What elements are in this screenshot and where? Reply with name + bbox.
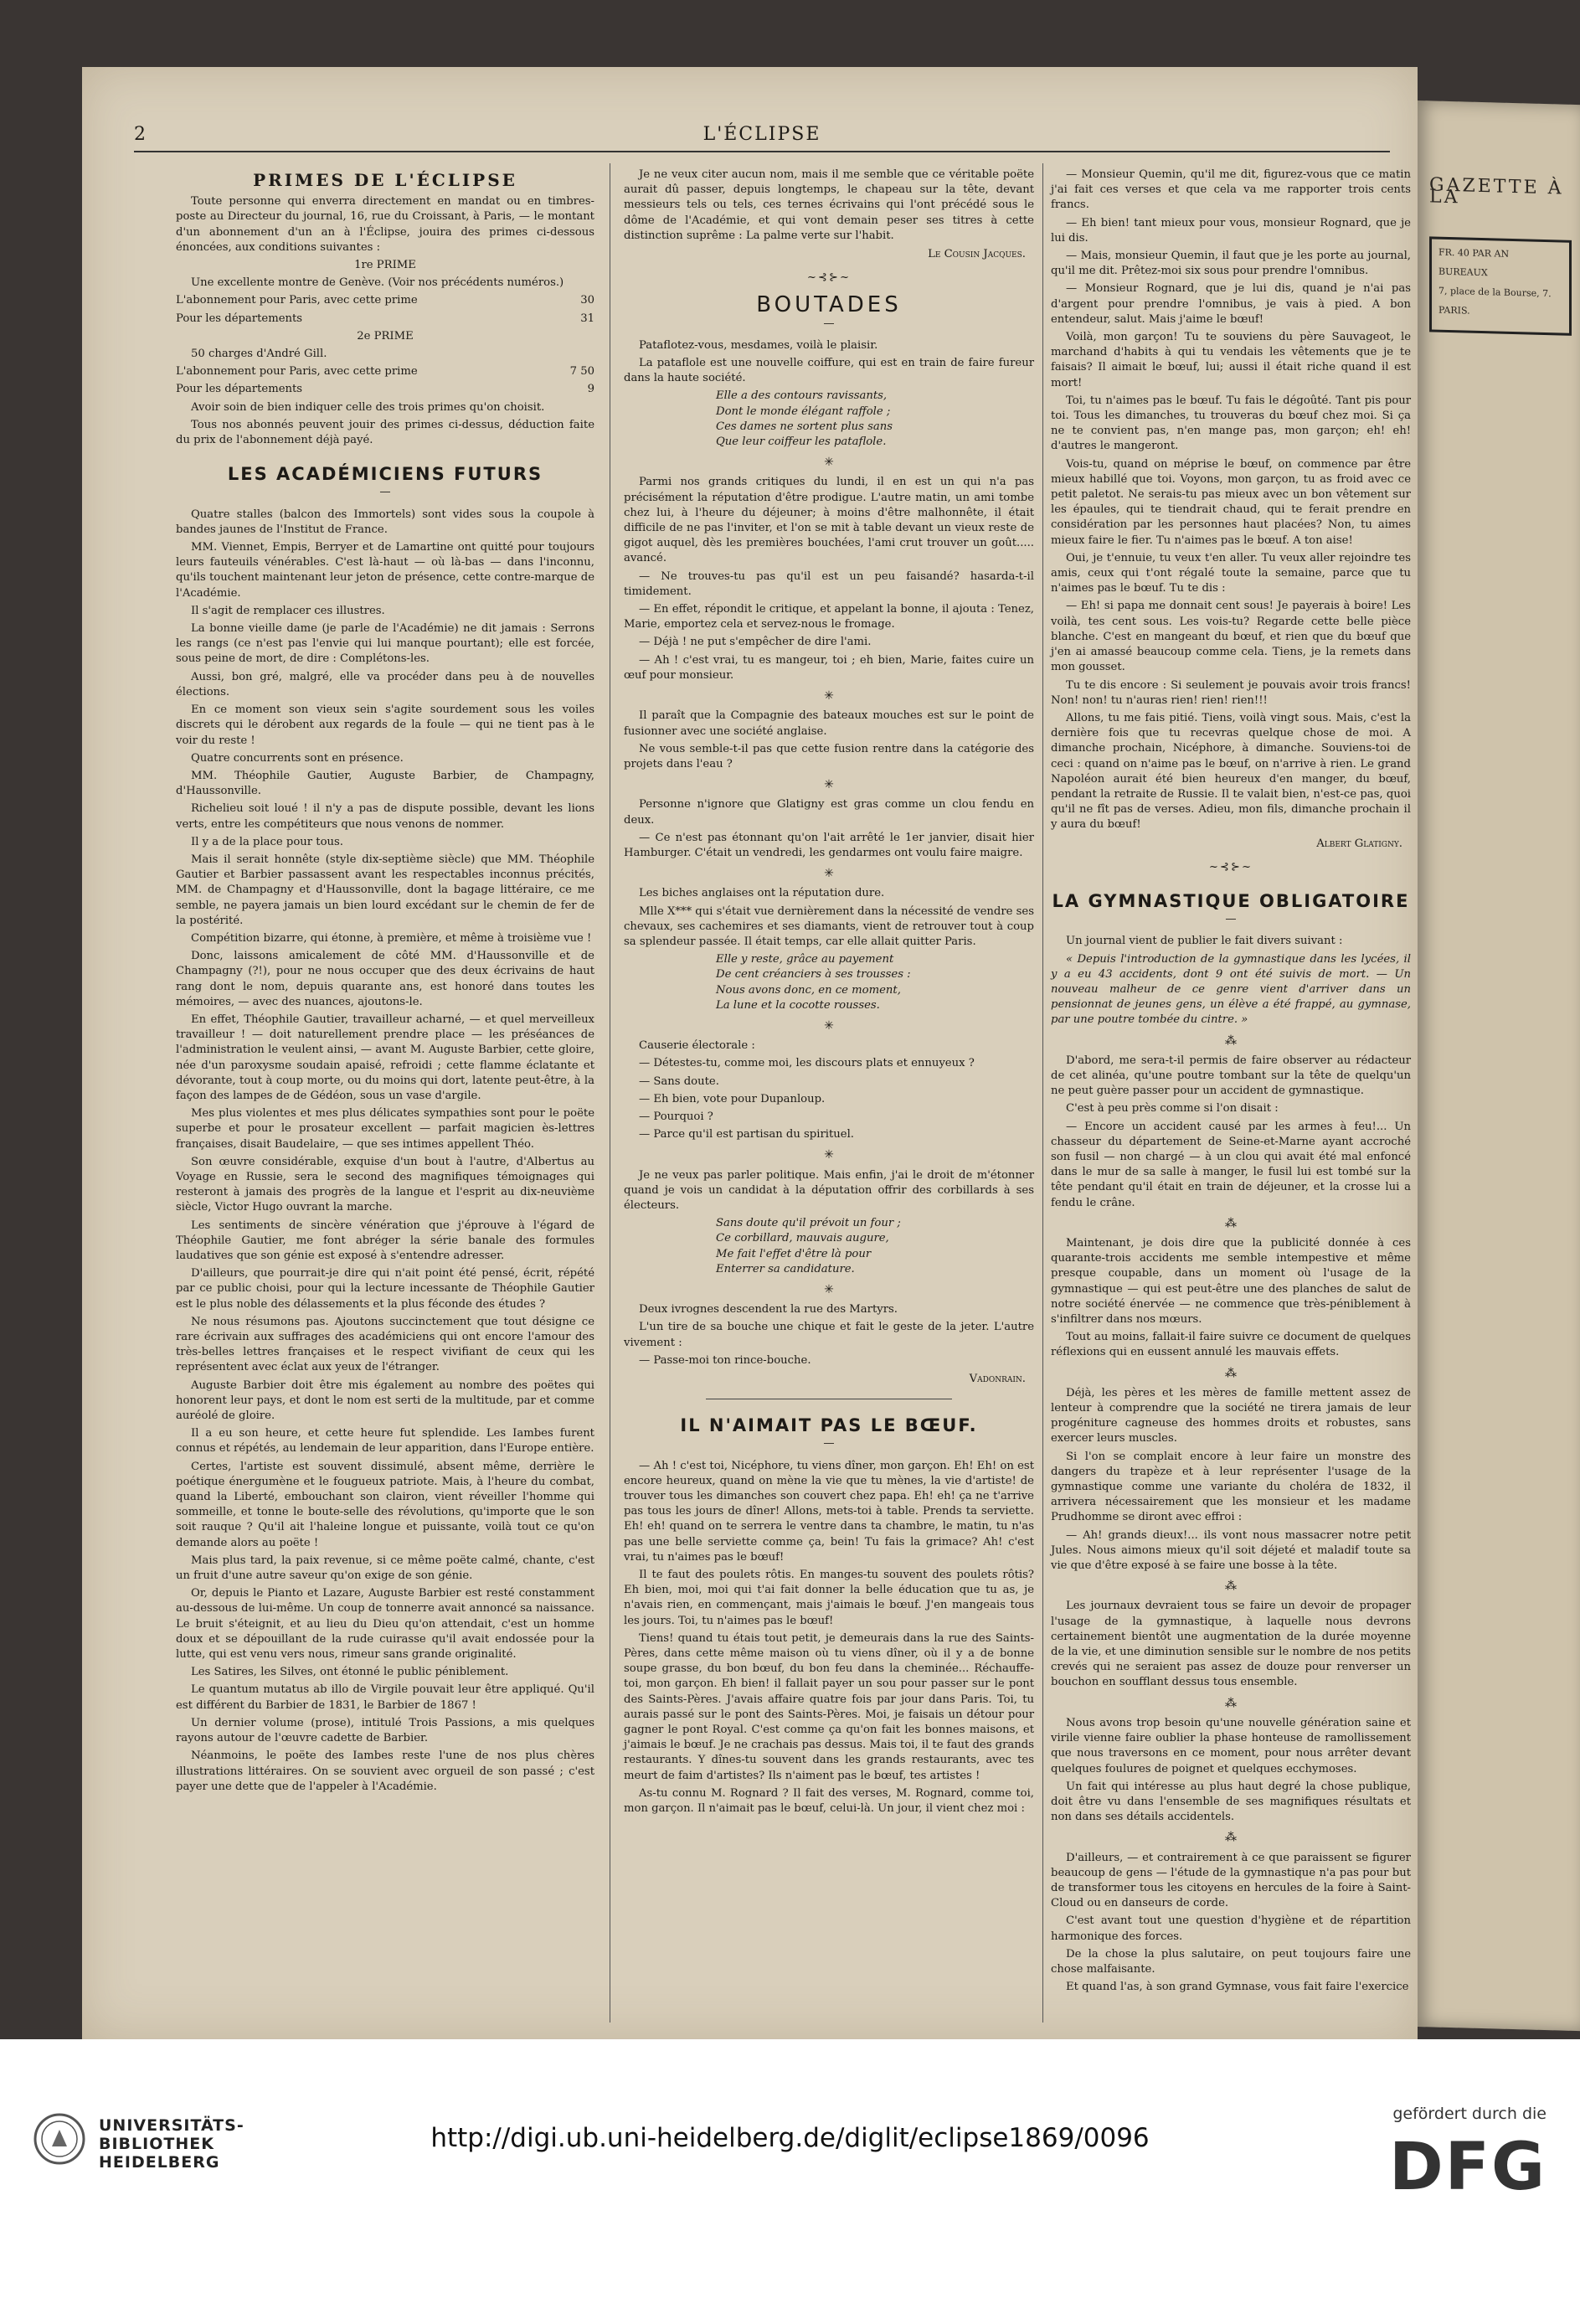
prime1-paris-line — [176, 293, 594, 308]
prime1-paris-label: L'abonnement pour Paris, avec cette prime — [176, 294, 418, 307]
heading-dash: — — [1225, 913, 1237, 926]
signature: Vadonrain. — [969, 1373, 1026, 1386]
paragraph: Ne nous résumons pas. Ajoutons succinctement que tout désigne ce rare écrivain aux suffrages des académiciens qui ont encore l'amour des très-belles lettres françaises et le respect vivifiant de ceux qui les représentent avec éclat aux yeux de l'étranger. — [176, 1315, 594, 1374]
paragraph: Les Satires, les Silves, ont étonné le public péniblement. — [191, 1666, 509, 1679]
paragraph: — Pourquoi ? — [639, 1110, 713, 1123]
paragraph: Ne vous semble-t-il pas que cette fusion rentre dans la catégorie des projets dans l'eau ? — [624, 742, 1034, 770]
paragraph: As-tu connu M. Rognard ? Il fait des verses, M. Rognard, comme toi, mon garçon. Il n'aimait pas le bœuf, celui-là. Un jour, il vient chez moi : — [624, 1786, 1034, 1816]
paragraph: Je ne veux citer aucun nom, mais il me semble que ce véritable poëte aurait dû passer, depuis longtemps, le chapeau sur la tête, devant messieurs tels ou tels, ces ternes écrivains qui l'ont précédé sous le dôme de l'Académie, et qui vont demain peser ses titres à cette distinction suprême : La palme verte sur l'habit. — [624, 168, 1034, 242]
paragraph: — Monsieur Rognard, que je lui dis, quand je n'ai pas d'argent pour prendre l'omnibus, je vais à pied. A bon entendeur, salut. Mais j'aime le bœuf! — [1051, 282, 1411, 326]
boeuf-heading: IL N'AIMAIT PAS LE BŒUF. — [680, 1415, 978, 1436]
uni-name-line: HEIDELBERG — [99, 2153, 220, 2172]
paragraph: MM. Théophile Gautier, Auguste Barbier, de Champagny, d'Haussonville. — [176, 769, 594, 798]
gazette-heading: GAZETTE À LA — [1429, 174, 1564, 209]
prime1-item: Une excellente montre de Genève. (Voir nos précédents numéros.) — [191, 276, 564, 290]
uni-name-line: UNIVERSITÄTS- — [99, 2116, 244, 2135]
paragraph: Je ne veux pas parler politique. Mais enfin, j'ai le droit de m'étonner quand je vois un candidat à la députation offrir des corbillards à ses électeurs. — [624, 1168, 1034, 1212]
academiciens-heading: LES ACADÉMICIENS FUTURS — [227, 464, 543, 485]
primes-heading: PRIMES DE L'ÉCLIPSE — [253, 170, 517, 190]
paragraph: — Détestes-tu, comme moi, les discours plats et ennuyeux ? — [639, 1057, 975, 1070]
box-office: BUREAUX — [1438, 265, 1488, 279]
paragraph: Quatre concurrents sont en présence. — [191, 751, 404, 765]
asterisk-divider: ✳ — [824, 1018, 834, 1033]
primes-intro: Toute personne qui enverra directement en mandat ou en timbres-poste au Directeur du journal, 16, rue du Croissant, à Paris, — le montant d'un abonnement d'un an à l'Éclipse, jouira des primes ci-dessous énoncées, aux conditions suivantes : — [176, 195, 594, 254]
paragraph: Les journaux devraient tous se faire un devoir de propager l'usage de la gymnastique, à laquelle nous devrons certainement bientôt une augmentation de la durée moyenne de la vie, et une diminution sensible sur le nombre de nos petits crevés qui ne seraient pas assez de douze pour renverser un bouchon en soufflant dessus tous ensemble. — [1051, 1600, 1411, 1689]
asterisk-divider: ✳ — [824, 778, 834, 792]
asterisk-divider: ⁂ — [1225, 1366, 1237, 1380]
ornament-divider: ~⊰⊱~ — [1208, 860, 1253, 873]
paragraph: — Mais, monsieur Quemin, il faut que je les porte au journal, qu'il me dit. Prêtez-moi six sous pour prendre l'omnibus. — [1051, 250, 1411, 278]
adjacent-page-text — [1429, 167, 1572, 335]
paragraph: Certes, l'artiste est souvent dissimulé, absent même, derrière le poétique énergumène et le fougueux patriote. Mais, à l'heure du combat, quand la Liberté, embouchant son clairon, vient réveiller l'homme qui sommeille, et tonne le boute-selle des révolutions, qu'importe que le son soit rauque ? Qu'il ait l'haleine longue et puissante, voilà tout ce qu'on demande alors au poëte ! — [176, 1460, 594, 1549]
page-number: 2 — [134, 124, 146, 145]
paragraph: Mais il serait honnête (style dix-septième siècle) que MM. Théophile Gautier et Barbier passassent avant les respectables inconnus précités, MM. de Champagny et d'Haussonville, dont la bagage littéraire, ce me semble, ne payera jamais un bien lourd excédant sur le chemin de fer de la postérité. — [176, 853, 594, 927]
asterisk-divider: ✳ — [824, 1283, 834, 1296]
signature: Albert Glatigny. — [1316, 837, 1402, 850]
column-rule — [1042, 163, 1043, 2023]
paragraph: — Passe-moi ton rince-bouche. — [639, 1353, 811, 1367]
paragraph: Il s'agit de remplacer ces illustres. — [191, 604, 385, 617]
paragraph: En ce moment son vieux sein s'agite sourdement sous les voiles discrets qui le dérobent aux regards de la foule — qui ne tient pas à le voir du reste ! — [176, 703, 594, 747]
paragraph: Compétition bizarre, qui étonne, à première, et même à troisième vue ! — [191, 931, 592, 945]
page-header — [134, 117, 1390, 152]
verse-line: Me fait l'effet d'être là pour — [716, 1247, 872, 1260]
verse-line: Ce corbillard, mauvais augure, — [716, 1232, 889, 1245]
gymnastique-heading: LA GYMNASTIQUE OBLIGATOIRE — [1052, 890, 1410, 911]
prime1-dep-label: Pour les départements — [176, 312, 303, 325]
paragraph: Maintenant, je dois dire que la publicité donnée à ces quarante-trois accidents me semble intempestive et même presque coupable, dans un moment où l'usage de la gymnastique — qui est peut-être une des planches de salut de notre société énervée — ne commence que très-péniblement à s'infiltrer dans nos mœurs. — [1051, 1237, 1411, 1327]
paragraph: De la chose la plus salutaire, on peut toujours faire une chose malfaisante. — [1051, 1947, 1411, 1976]
ornament-divider: ~⊰⊱~ — [806, 271, 852, 285]
verse-line: Elle a des contours ravissants, — [716, 389, 888, 403]
prime1-paris-price: 30 — [580, 294, 594, 307]
heading-dash: — — [823, 1437, 835, 1451]
paragraph: C'est à peu près comme si l'on disait : — [1066, 1102, 1279, 1116]
paragraph: Donc, laissons amicalement de côté MM. d'Haussonville et de Champagny (?!), pour ne nous occuper que des deux écrivains de haut rang dont le nom, depuis quarante ans, est honoré dans toutes les mémoires, — avec des nuances, ajoutons-le. — [176, 950, 594, 1008]
paragraph: — Sans doute. — [639, 1074, 719, 1088]
paragraph: Tout au moins, fallait-il faire suivre ce document de quelques réflexions qui en eussent annulé les mauvais effets. — [1051, 1331, 1411, 1359]
source-url-link[interactable]: http://digi.ub.uni-heidelberg.de/diglit/eclipse1869/0096 — [430, 2123, 1150, 2153]
primes-choice: Avoir soin de bien indiquer celle des trois primes qu'on choisit. — [191, 400, 545, 414]
paragraph: Nous avons trop besoin qu'une nouvelle génération saine et virile vienne faire oublier la phase honteuse de ramollissement que nous traversons en ce moment, pour nous arrêter devant quelques foulures de poignet et quelques ecchymoses. — [1051, 1716, 1411, 1775]
box-city: PARIS. — [1438, 304, 1470, 317]
asterisk-divider: ⁂ — [1225, 1831, 1237, 1845]
paragraph: Tiens! quand tu étais tout petit, je demeurais dans la rue des Saints-Pères, dans cette même maison où tu viens dîner, où il y a de bonne soupe grasse, du bon bœuf, du bon feu dans la cheminée... Réchauffe-toi, mon garçon. Eh bien! il fallait payer un sou pour passer sur le pont des Saints-Pères. J'avais affaire quatre fois par jour dans Paris. Toi, tu aurais passé sur le pont des Saints-Pères. Moi, je faisais un détour pour gagner le pont Royal. C'est comme ça qu'on fait les bonnes maisons, et j'aimais le bœuf. Je ne crachais pas dessus. Mais toi, il te faut des grands restaurants. Y dînes-tu souvent dans les grands restaurants, avec tes meurt de faim d'artistes? Ils n'aiment pas le bœuf, tes artistes ! — [624, 1631, 1034, 1782]
digitization-footer — [0, 2039, 1580, 2324]
paragraph: Pataflotez-vous, mesdames, voilà le plaisir. — [639, 338, 878, 352]
uni-name-line: BIBLIOTHEK — [99, 2135, 214, 2153]
quote-paragraph: « Depuis l'introduction de la gymnastique dans les lycées, il y a eu 43 accidents, dont 9 ont été suivis de mort. — Un nouveau malheur de ce genre vient d'arriver dans un pensionnat de jeunes gens, un élève a été frappé, au gymnase, par une poutre tombée du cintre. » — [1051, 952, 1411, 1027]
heading-dash: — — [379, 486, 391, 499]
asterisk-divider: ⁂ — [1225, 1696, 1237, 1710]
prime2-paris-price: 7 50 — [569, 365, 594, 379]
paragraph: Et quand l'as, à son grand Gymnase, vous fait faire l'exercice — [1066, 1981, 1409, 1994]
paragraph: Il y a de la place pour tous. — [191, 835, 343, 848]
verse-line: Ces dames ne sortent plus sans — [716, 420, 893, 433]
paragraph: Il te faut des poulets rôtis. En manges-tu souvent des poulets rôtis? Eh bien, moi, moi qui t'ai fait donner la belle éducation que tu as, je n'avais rien, en commençant, mais j'aimais le bœuf. J'en mangeais tous les jours. Toi, tu n'aimes pas le bœuf! — [624, 1569, 1034, 1627]
paragraph: Néanmoins, le poëte des Iambes reste l'une de nos plus chères illustrations littéraires. On se souvient avec orgueil de son passé ; c'est payer une dette que de l'appeler à l'Académie. — [176, 1749, 594, 1793]
paragraph: Les sentiments de sincère vénération que j'éprouve à l'égard de Théophile Gautier, me font abréger la série banale des formules laudatives que son génie est exposé à s'entendre adresser. — [176, 1219, 594, 1262]
paragraph: — Monsieur Quemin, qu'il me dit, figurez-vous que ce matin j'ai fait ces verses et que cela va me rapporter trois cents francs. — [1051, 168, 1411, 212]
prime2-item: 50 charges d'André Gill. — [191, 348, 327, 361]
boutades-heading: BOUTADES — [756, 292, 902, 318]
paragraph: Parmi nos grands critiques du lundi, il en est un qui n'a pas précisément la réputation d'être prodigue. L'autre matin, un ami tombe chez lui, à l'heure du déjeuner; à moins d'être malhonnête, il était difficile de ne pas l'inviter, et l'on se mit à table devant un vieux reste de gigot auquel, dès les premières bouchées, l'ami crut trouver un goût..... avancé. — [624, 476, 1034, 565]
paragraph: — Ah! grands dieux!... ils vont nous massacrer notre petit Jules. Nous aimons mieux qu'il soit déjeté et maladif toute sa vie que d'être exposé à se faire une bosse à la tête. — [1051, 1528, 1411, 1573]
box-price: FR. 40 PAR AN — [1438, 246, 1510, 260]
paragraph: La bonne vieille dame (je parle de l'Académie) ne dit jamais : Serrons les rangs (ce n'est pas l'envie qui lui manque pourtant); elle est forcée, sous peine de mort, de dire : Complétons-les. — [176, 622, 594, 666]
paragraph: Le quantum mutatus ab illo de Virgile pouvait leur être appliqué. Qu'il est différent du Barbier de 1831, le Barbier de 1867 ! — [176, 1683, 594, 1712]
paragraph: C'est avant tout une question d'hygiène et de répartition harmonique des forces. — [1051, 1914, 1411, 1943]
paragraph: — Eh bien! tant mieux pour vous, monsieur Rognard, que je lui dis. — [1051, 216, 1411, 245]
paragraph: — Ne trouves-tu pas qu'il est un peu faisandé? hasarda-t-il timidement. — [624, 569, 1034, 598]
asterisk-divider: ⁂ — [1225, 1033, 1237, 1048]
box-address: 7, place de la Bourse, 7. — [1438, 285, 1552, 300]
prime2-paris-line — [176, 364, 594, 379]
asterisk-divider: ✳ — [824, 1148, 834, 1162]
paragraph: Toi, tu n'aimes pas le bœuf. Tu fais le dégoûté. Tant pis pour toi. Tous les dimanches, tu trouveras du bœuf chez moi. Si ça ne te convient pas, n'en mange pas, mon garçon; eh! eh! d'autres le mangeront. — [1051, 394, 1411, 453]
paragraph: Aussi, bon gré, malgré, elle va procéder dans peu à de nouvelles élections. — [176, 670, 594, 698]
paragraph: — Déjà ! ne put s'empêcher de dire l'ami. — [639, 636, 872, 649]
paragraph: Mlle X*** qui s'était vue dernièrement dans la nécessité de vendre ses chevaux, ses cachemires et ses diamants, vient de retrouver tout à coup sa splendeur passée. Il était temps, car elle allait quitter Paris. — [624, 904, 1034, 948]
column-3 — [1051, 167, 1411, 1997]
paragraph: — Parce qu'il est partisan du spirituel. — [639, 1128, 854, 1141]
paragraph: Les biches anglaises ont la réputation dure. — [639, 887, 885, 900]
prime2-dep-label: Pour les départements — [176, 383, 303, 396]
paragraph: Auguste Barbier doit être mis également au nombre des poëtes qui honorent leur pays, et dont le nom est serti de la multitude, par et comme auréolé de gloire. — [176, 1378, 594, 1423]
signature: Le Cousin Jacques. — [928, 248, 1026, 261]
verse-line: Nous avons donc, en ce moment, — [716, 983, 901, 997]
paragraph: Voilà, mon garçon! Tu te souviens du père Sauvageot, le marchand d'habits à qui tu vendais les vêtements que je te faisais? Il aimait le bœuf, lui; aussi il était riche quand il est mort! — [1051, 331, 1411, 389]
paragraph: Quatre stalles (balcon des Immortels) sont vides sous la coupole à bandes jaunes de l'Institut de France. — [176, 508, 594, 536]
verse-line: Sans doute qu'il prévoit un four ; — [716, 1217, 901, 1230]
paragraph: — Ah ! c'est vrai, tu es mangeur, toi ; eh bien, Marie, faites cuire un œuf pour monsieur. — [624, 653, 1034, 682]
asterisk-divider: ✳ — [824, 689, 834, 703]
paragraph: Mes plus violentes et mes plus délicates sympathies sont pour le poëte superbe et pour le prosateur excellent — parfait magicien ès-lettres françaises, disait Baudelaire, — que ses intimes appellent Théo. — [176, 1107, 594, 1151]
paragraph: Or, depuis le Pianto et Lazare, Auguste Barbier est resté constamment au-dessous de lui-même. Un coup de tonnerre avait annoncé sa naissance. Le bruit s'éteignit, et au lieu du Dieu qu'on attendait, c'est un homme doux et se dépouillant de la rude cuirasse qu'il avait endossée pour la lutte, qui est venu vers nous, rimeur sans grande originalité. — [176, 1587, 594, 1662]
journal-title: L'ÉCLIPSE — [703, 124, 821, 145]
paragraph: La pataflole est une nouvelle coiffure, qui est en train de faire fureur dans la haute société. — [624, 357, 1034, 385]
verse-line: De cent créanciers à ses trousses : — [716, 968, 911, 982]
paragraph: Un fait qui intéresse au plus haut degré la chose publique, doit être vu dans l'ensemble de ses magnifiques résultats et non dans ses détails accidentels. — [1051, 1780, 1411, 1824]
paragraph: Deux ivrognes descendent la rue des Martyrs. — [639, 1303, 898, 1317]
paragraph: Il a eu son heure, et cette heure fut splendide. Les Iambes furent connus et répétés, au lendemain de leur apparition, dans l'Europe entière. — [176, 1427, 594, 1456]
dfg-logo: DFG — [1388, 2130, 1547, 2205]
paragraph: Oui, je t'ennuie, tu veux t'en aller. Tu veux aller rejoindre tes amis, ceux qui t'ont régalé toute la semaine, parce que tu n'aimes pas le bœuf. Tu te dis : — [1051, 551, 1411, 595]
paragraph: Il paraît que la Compagnie des bateaux mouches est sur le point de fusionner avec une société anglaise. — [624, 709, 1034, 738]
asterisk-divider: ⁂ — [1225, 1579, 1237, 1594]
column-1 — [176, 167, 594, 1797]
paragraph: — Ah ! c'est toi, Nicéphore, tu viens dîner, mon garçon. Eh! Eh! on est encore heureux, quand on mène la vie que tu mènes, la vie d'artiste! de trouver tous les dimanches son couvert chez papa. Eh! eh! ça ne t'arrive pas tous les jours de dîner! Allons, mets-toi à table. Prends ta serviette. Eh! eh! quand on te serrera le ventre dans ta chambre, le matin, tu n'as pas une belle serviette comme ça, bein! Tu fais la grimace? Ah! c'est vrai, tu n'aimes pas le bœuf! — [624, 1459, 1034, 1564]
paragraph: D'abord, me sera-t-il permis de faire observer au rédacteur de cet alinéa, qu'une poutre tombant sur la tête de quelqu'un ne peut guère passer pour un accident de gymnastique. — [1051, 1054, 1411, 1098]
paragraph: Déjà, les pères et les mères de famille mettent assez de lenteur à comprendre que la société ne tirera jamais de leur progéniture cagneuse des hommes droits et robustes, sans exercer leurs muscles. — [1051, 1386, 1411, 1445]
paragraph: Tu te dis encore : Si seulement je pouvais avoir trois francs! Non! non! tu n'auras rien! rien! rien!!! — [1051, 678, 1411, 707]
paragraph: — En effet, répondit le critique, et appelant la bonne, il ajouta : Tenez, Marie, emportez cela et servez-nous le fromage. — [624, 603, 1034, 631]
verse-line: Dont le monde élégant raffole ; — [716, 405, 891, 418]
asterisk-divider: ✳ — [824, 456, 834, 470]
funded-by-label: gefördert durch die — [1392, 2105, 1547, 2123]
prime2-dep-line — [176, 382, 594, 397]
verse-line: La lune et la cocotte rousses. — [716, 998, 880, 1012]
paragraph: Si l'on se complait encore à leur faire un monstre des dangers du trapèze et à leur représenter l'usage de la gymnastique comme une variante du choléra de 1832, il arrivera nécessairement que les monsieur et les madame Prudhomme se diront avec effroi : — [1051, 1450, 1411, 1524]
adjacent-page-edge — [1418, 100, 1580, 2031]
asterisk-divider: ⁂ — [1225, 1216, 1237, 1230]
paragraph: Son œuvre considérable, exquise d'un bout à l'autre, d'Albertus au Voyage en Russie, sera le second des magnifiques témoignages qui resteront à jamais des progrès de la langue et l'esprit au dix-neuvième siècle, Victor Hugo ouvrant la marche. — [176, 1155, 594, 1214]
paragraph: Mais plus tard, la paix revenue, si ce même poëte calmé, chante, c'est un fruit d'une autre saveur qu'on exige de son génie. — [176, 1554, 594, 1583]
primes-note: Tous nos abonnés peuvent jouir des primes ci-dessus, déduction faite du prix de l'abonnement déjà payé. — [176, 418, 594, 447]
verse-line: Que leur coiffeur les pataflole. — [716, 435, 887, 449]
prime2-label: 2e PRIME — [357, 329, 414, 343]
paragraph: D'ailleurs, — et contrairement à ce que paraissent se figurer beaucoup de gens — l'étude de la gymnastique n'a pas pour but de transformer tous les citoyens en hercules de la foire à Saint-Cloud ou en danseurs de corde. — [1051, 1851, 1411, 1910]
prime1-dep-price: 31 — [580, 312, 594, 325]
paragraph: — Eh bien, vote pour Dupanloup. — [639, 1092, 826, 1105]
paragraph: Personne n'ignore que Glatigny est gras comme un clou fendu en deux. — [624, 798, 1034, 827]
paragraph: — Encore un accident causé par les armes à feu!... Un chasseur du département de Seine-et-Marne ayant accroché son fusil — non chargé — à un clou qui avait été mal enfoncé dans le mur de sa salle à manger, le fusil lui est tombé sur la tête pendant qu'il était en train de déjeuner, et la crosse lui a fendu le crâne. — [1051, 1120, 1411, 1209]
paragraph: Vois-tu, quand on méprise le bœuf, on commence par être mieux habillé que toi. Voyons, mon garçon, tu as froid avec ce petit paletot. Ne serais-tu pas mieux avec un bon vêtement sur les épaules, qui te tiendrait chaud, qui te ferait prendre en considération par les personnes haut placées? Non, tu aimes mieux faire le fier. Tu n'aimes pas le bœuf. A ton aise! — [1051, 457, 1411, 547]
paragraph: Causerie électorale : — [639, 1039, 755, 1053]
prime1-label: 1re PRIME — [354, 259, 416, 272]
paragraph: — Eh! si papa me donnait cent sous! Je payerais à boire! Les voilà, tes cent sous. Les vois-tu? Regarde cette belle pièce blanche. C'est en mangeant du bœuf, et rien que du bœuf que j'en ai amassé beaucoup comme cela. Tiens, je la remets dans mon gousset. — [1051, 600, 1411, 674]
paragraph: Un journal vient de publier le fait divers suivant : — [1066, 935, 1343, 948]
asterisk-divider: ✳ — [824, 867, 834, 881]
heading-dash: — — [823, 317, 835, 330]
subscription-box — [1429, 236, 1572, 335]
paragraph: — Ce n'est pas étonnant qu'on l'ait arrêté le 1er janvier, disait hier Hamburger. C'était un vendredi, les gendarmes ont voulu faire maigre. — [624, 831, 1034, 859]
paragraph: L'un tire de sa bouche une chique et fait le geste de la jeter. L'autre vivement : — [624, 1321, 1034, 1349]
paragraph: Un dernier volume (prose), intitulé Trois Passions, a mis quelques rayons autour de l'œuvre cadette de Barbier. — [176, 1716, 594, 1745]
verse-line: Enterrer sa candidature. — [716, 1262, 855, 1275]
verse-line: Elle y reste, grâce au payement — [716, 953, 894, 966]
paragraph: Richelieu soit loué ! il n'y a pas de dispute possible, devant les lions verts, entre les compétiteurs que nous venons de nommer. — [176, 802, 594, 831]
paragraph: En effet, Théophile Gautier, travailleur acharné, — et quel merveilleux travailleur ! — doit naturellement prendre place — les préséances de l'administration le veulent ainsi, — avant M. Auguste Barbier, cette gloire, née d'un paroxysme soudain apaisé, refroidi ; cette flamme éclatante et dévorante, tout à coup morte, ou du moins qui dort, latente peut-être, à la façon des lampes de de Gédéon, sous un vase d'argile. — [176, 1013, 594, 1102]
paragraph: D'ailleurs, que pourrait-je dire qui n'ait point été pensé, écrit, répété par ce public choisi, pour qui la lecture incessante de Théophile Gautier est le plus noble des délassements et la plus féconde des études ? — [176, 1267, 594, 1311]
column-2 — [624, 167, 1034, 1819]
prime2-paris-label: L'abonnement pour Paris, avec cette prime — [176, 365, 418, 379]
paragraph: Allons, tu me fais pitié. Tiens, voilà vingt sous. Mais, c'est la dernière fois que tu recevras quelque chose de moi. A dimanche prochain, Nicéphore, à dimanche. Souviens-toi de ceci : quand on n'aime pas le bœuf, on n'arrive à rien. Le grand Napoléon aurait été bien heureux d'en manger, du bœuf, pendant la retraite de Russie. Il te valait bien, n'est-ce pas, quoi qu'il ne fît pas de verses. Adieu, mon fils, dimanche prochain il y aura du bœuf! — [1051, 711, 1411, 832]
prime2-dep-price: 9 — [587, 383, 594, 396]
paragraph: MM. Viennet, Empis, Berryer et de Lamartine ont quitté pour toujours leurs fauteuils vénérables. C'est là-haut — où là-bas — dans l'inconnu, qu'ils touchent maintenant leur jeton de présence, cette contre-marque de l'Académie. — [176, 541, 594, 600]
prime1-dep-line — [176, 312, 594, 327]
